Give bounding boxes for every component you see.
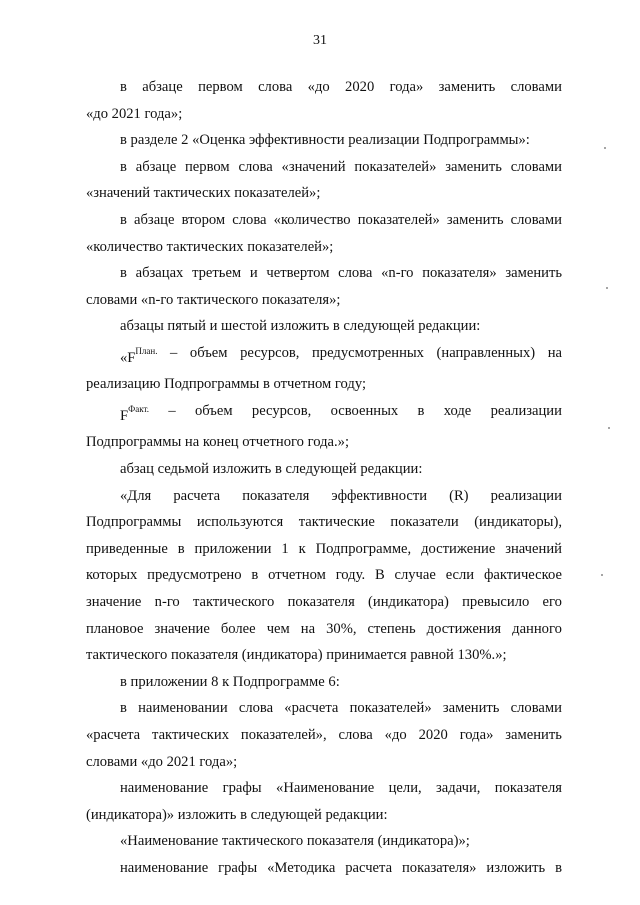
text-line: абзацы пятый и шестой изложить в следующей редакции: bbox=[120, 318, 481, 335]
plan-superscript: План. bbox=[135, 345, 158, 356]
word: заменить bbox=[442, 700, 500, 717]
word: цели, bbox=[388, 780, 422, 797]
word: изложить bbox=[486, 859, 546, 876]
word: тактических bbox=[152, 726, 229, 743]
word: показателя bbox=[287, 594, 355, 610]
word: «Методика bbox=[267, 859, 336, 876]
word: отчетном bbox=[268, 567, 326, 584]
word: абзаце bbox=[134, 211, 175, 228]
word: показателей» bbox=[354, 158, 437, 175]
word: года» bbox=[459, 726, 494, 743]
text-line: Подпрограммы на конец отчетного года.»; bbox=[86, 434, 350, 451]
text-line: в разделе 2 «Оценка эффективности реализации Подпрограммы»: bbox=[120, 132, 530, 149]
word: заменить bbox=[438, 79, 496, 95]
word: предусмотренных bbox=[312, 344, 424, 361]
text-line: «Наименование тактического показателя (индикатора)»; bbox=[120, 833, 470, 850]
word: втором bbox=[181, 211, 226, 228]
word: заменить bbox=[505, 265, 562, 282]
word: словами bbox=[510, 700, 562, 717]
word: достижение bbox=[421, 540, 496, 557]
word: (индикаторы), bbox=[474, 514, 562, 531]
word: показателя bbox=[494, 780, 562, 797]
text-line: реализацию Подпрограммы в отчетном году; bbox=[86, 376, 367, 393]
text-line: в приложении 8 к Подпрограмме 6: bbox=[120, 673, 340, 690]
word: освоенных bbox=[330, 402, 399, 419]
word: абзацах bbox=[135, 265, 184, 282]
word: наименование bbox=[120, 859, 209, 876]
word: на bbox=[300, 620, 316, 637]
text-line: (индикатора)» изложить в следующей редакции: bbox=[86, 806, 388, 823]
text-line bbox=[86, 855, 562, 882]
word: показателя bbox=[242, 487, 310, 504]
word: в bbox=[120, 700, 127, 717]
word: «расчета bbox=[86, 726, 141, 743]
word: Подпрограммы bbox=[86, 514, 182, 531]
word: показателей» bbox=[349, 700, 432, 717]
word: «Для bbox=[120, 487, 152, 504]
word: первом bbox=[198, 79, 243, 95]
word: объем bbox=[189, 344, 228, 361]
word: «до bbox=[307, 79, 330, 95]
word: показателя» bbox=[422, 265, 497, 282]
text-line bbox=[86, 509, 562, 536]
word: значение bbox=[86, 594, 142, 610]
word: «Наименование bbox=[276, 780, 375, 797]
word: в bbox=[120, 158, 127, 175]
word: абзаце bbox=[142, 79, 183, 95]
word: заменить bbox=[445, 158, 502, 175]
word: слова bbox=[258, 79, 293, 95]
fact-symbol: $F^{Факт.}$ bbox=[120, 403, 149, 424]
word: объем bbox=[194, 402, 233, 419]
word: третьем bbox=[192, 265, 242, 282]
word: «значений bbox=[281, 158, 346, 175]
scan-speck bbox=[601, 574, 603, 576]
scan-speck bbox=[608, 427, 610, 429]
text-line bbox=[86, 589, 562, 616]
word: тактические bbox=[298, 514, 375, 531]
text-line bbox=[86, 536, 562, 563]
word: 2020 bbox=[418, 726, 448, 743]
word: плановое bbox=[86, 620, 144, 637]
word: графы bbox=[222, 780, 262, 797]
text-line: «значений тактических показателей»; bbox=[86, 185, 321, 202]
formula-line-fact bbox=[86, 398, 562, 429]
word: показателей», bbox=[240, 726, 327, 743]
word: Подпрограмме, bbox=[315, 540, 412, 557]
word: в bbox=[555, 859, 562, 876]
word: в bbox=[417, 402, 425, 419]
text-line: словами «до 2021 года»; bbox=[86, 753, 238, 770]
scan-speck bbox=[606, 287, 608, 289]
word: 30%, bbox=[326, 620, 357, 637]
word: данного bbox=[512, 620, 562, 637]
word: 1 bbox=[281, 540, 289, 557]
word: – bbox=[170, 344, 178, 361]
word: расчета bbox=[345, 859, 393, 876]
text-line: абзац седьмой изложить в следующей редакции: bbox=[120, 461, 423, 478]
word: «количество bbox=[273, 211, 351, 228]
word: задачи, bbox=[436, 780, 481, 797]
word: заменить bbox=[446, 211, 504, 228]
word: степень bbox=[367, 620, 416, 637]
word: на bbox=[547, 344, 562, 361]
word: наименование bbox=[120, 780, 209, 797]
text-line bbox=[86, 616, 562, 643]
document-body bbox=[86, 74, 562, 882]
formula-line-plan bbox=[86, 340, 562, 371]
word: года» bbox=[389, 79, 424, 95]
word: (R) bbox=[449, 487, 469, 504]
word: эффективности bbox=[331, 487, 428, 504]
word: в bbox=[120, 265, 127, 282]
word: году. bbox=[335, 567, 366, 584]
word: четвертом bbox=[266, 265, 330, 282]
text-line bbox=[86, 260, 562, 287]
word: слова bbox=[338, 726, 373, 743]
word: слова bbox=[238, 700, 274, 717]
word: значение bbox=[154, 620, 210, 637]
text-line bbox=[86, 74, 562, 101]
word: В bbox=[374, 567, 385, 584]
word: в bbox=[251, 567, 259, 584]
text-line: тактического показателя (индикатора) принимается равной 130%.»; bbox=[86, 647, 507, 664]
word: «до bbox=[384, 726, 407, 743]
word: чем bbox=[266, 620, 290, 637]
word: достижения bbox=[426, 620, 502, 637]
text-line bbox=[86, 562, 562, 589]
word: его bbox=[542, 594, 562, 610]
word: к bbox=[298, 540, 306, 557]
word: ходе bbox=[443, 402, 472, 419]
word: приложении bbox=[194, 540, 272, 557]
text-line bbox=[86, 154, 562, 181]
word: первом bbox=[185, 158, 230, 175]
fact-superscript: Факт. bbox=[128, 403, 149, 414]
word: приведенные bbox=[86, 540, 168, 557]
word: расчета bbox=[173, 487, 221, 504]
word: абзаце bbox=[135, 158, 177, 175]
text-line bbox=[86, 695, 562, 722]
word: и bbox=[249, 265, 258, 282]
word: графы bbox=[218, 859, 258, 876]
word: реализации bbox=[490, 487, 562, 504]
word: тактического bbox=[193, 594, 275, 610]
text-line bbox=[86, 207, 562, 234]
word: заменить bbox=[505, 726, 562, 743]
word: слова bbox=[232, 211, 267, 228]
word: случае bbox=[394, 567, 436, 584]
word: в bbox=[120, 211, 127, 228]
page-number: 31 bbox=[313, 33, 327, 48]
text-line: «количество тактических показателей»; bbox=[86, 238, 334, 255]
text-line: «до 2021 года»; bbox=[86, 105, 183, 122]
word: показателя» bbox=[402, 859, 477, 876]
word: в bbox=[120, 79, 127, 95]
word: словами bbox=[510, 79, 562, 95]
word: слова bbox=[338, 265, 373, 282]
word: – bbox=[168, 402, 176, 419]
word: словами bbox=[510, 158, 562, 175]
word: значений bbox=[505, 540, 562, 557]
text-line bbox=[86, 483, 562, 510]
text-line: словами «n-го тактического показателя»; bbox=[86, 291, 341, 308]
word: ресурсов, bbox=[251, 402, 312, 419]
plan-symbol: «$F^{План.}$ bbox=[120, 345, 158, 366]
word: которых bbox=[86, 567, 138, 584]
scan-speck bbox=[604, 147, 606, 149]
word: более bbox=[220, 620, 256, 637]
word: словами bbox=[510, 211, 562, 228]
word: слова bbox=[238, 158, 273, 175]
word: в bbox=[177, 540, 185, 557]
word: показатели bbox=[390, 514, 459, 531]
word: n-го bbox=[154, 594, 180, 610]
word: 2020 bbox=[345, 79, 375, 95]
word: (индикатора) bbox=[368, 594, 449, 610]
word: используются bbox=[196, 514, 284, 531]
word: ресурсов, bbox=[240, 344, 300, 361]
text-line bbox=[86, 775, 562, 802]
word: (направленных) bbox=[436, 344, 536, 361]
word: предусмотрено bbox=[147, 567, 242, 584]
word: превысило bbox=[462, 594, 530, 610]
word: «n-го bbox=[381, 265, 414, 282]
word: показателей» bbox=[357, 211, 440, 228]
word: «расчета bbox=[284, 700, 339, 717]
word: если bbox=[445, 567, 475, 584]
word: фактическое bbox=[483, 567, 562, 584]
word: наименовании bbox=[138, 700, 228, 717]
text-line bbox=[86, 722, 562, 749]
word: реализации bbox=[490, 402, 562, 419]
